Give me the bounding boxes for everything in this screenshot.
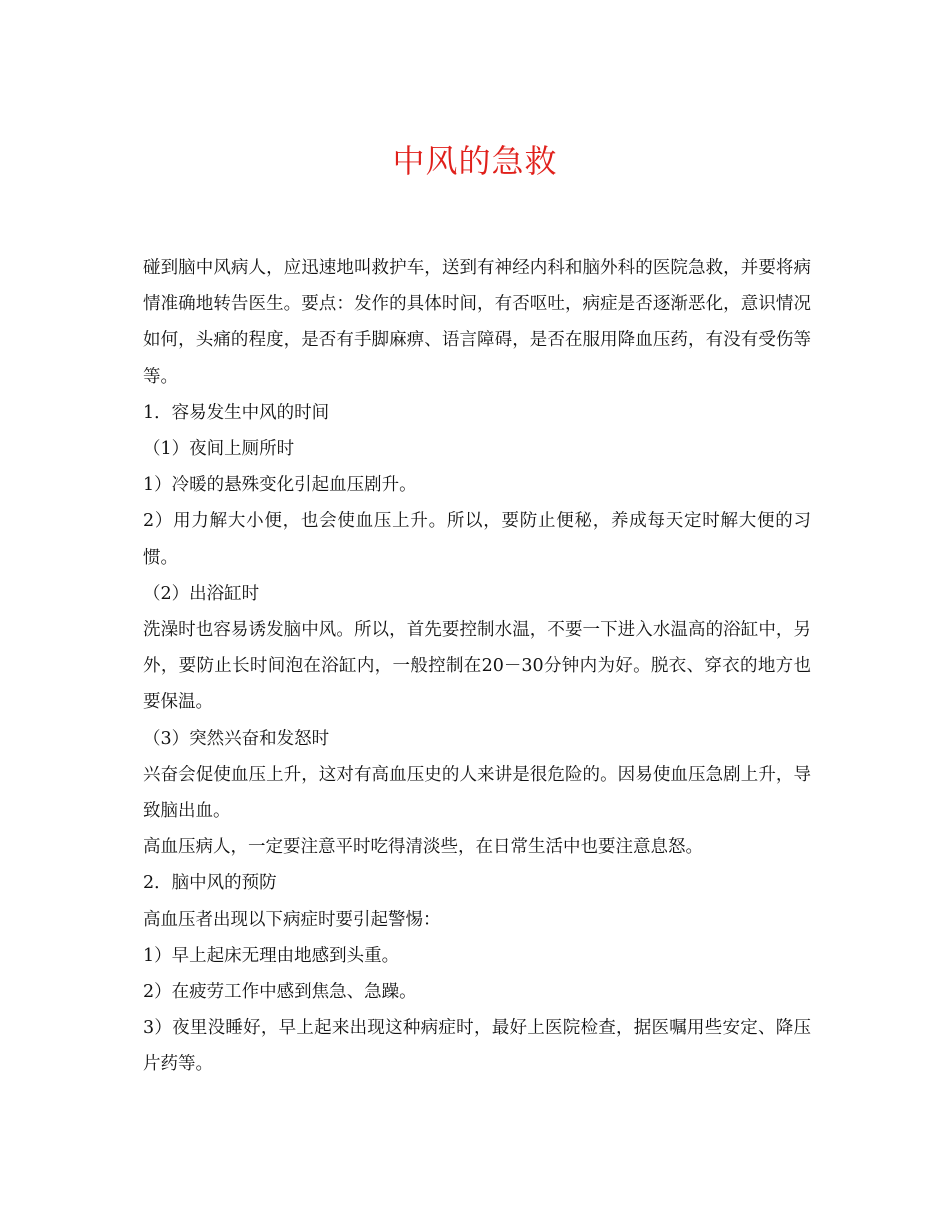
list-item: 2）用力解大小便，也会使血压上升。所以，要防止便秘，养成每天定时解大便的习惯。: [143, 511, 811, 568]
section-heading: 1．容易发生中风的时间: [143, 402, 330, 423]
page-title: 中风的急救: [392, 142, 558, 180]
body-paragraph: 洗澡时也容易诱发脑中风。所以，首先要控制水温，不要一下进入水温高的浴缸中，另外，要防止长时间泡在浴缸内，一般控制在20－30分钟内为好。脱衣、穿衣的地方也要保温。: [143, 620, 811, 713]
intro-paragraph: 碰到脑中风病人，应迅速地叫救护车，送到有神经内科和脑外科的医院急救，并要将病情准确地转告医生。要点：发作的具体时间，有否呕吐，病症是否逐渐恶化，意识情况如何，头痛的程度，是否有手脚麻痹、语言障碍，是否在服用降血压药，有没有受伤等等。: [143, 258, 811, 387]
subsection-heading: （3）突然兴奋和发怒时: [143, 728, 330, 749]
document-body: [143, 250, 811, 1083]
list-item: 1）冷暖的悬殊变化引起血压剧升。: [143, 475, 417, 496]
list-item: 1）早上起床无理由地感到头重。: [143, 945, 400, 966]
subsection-heading: （2）出浴缸时: [143, 583, 260, 604]
list-item: 2）在疲劳工作中感到焦急、急躁。: [143, 982, 417, 1003]
list-item: 3）夜里没睡好，早上起来出现这种病症时，最好上医院检查，据医嘱用些安定、降压片药等。: [143, 1018, 811, 1075]
body-paragraph: 兴奋会促使血压上升，这对有高血压史的人来讲是很危险的。因易使血压急剧上升，导致脑出血。: [143, 764, 811, 822]
section-heading: 2．脑中风的预防: [143, 873, 277, 894]
subsection-heading: （1）夜间上厕所时: [143, 439, 295, 460]
body-paragraph: 高血压病人，一定要注意平时吃得清淡些，在日常生活中也要注意息怒。: [143, 837, 703, 858]
body-paragraph: 高血压者出现以下病症时要引起警惕：: [143, 909, 441, 930]
